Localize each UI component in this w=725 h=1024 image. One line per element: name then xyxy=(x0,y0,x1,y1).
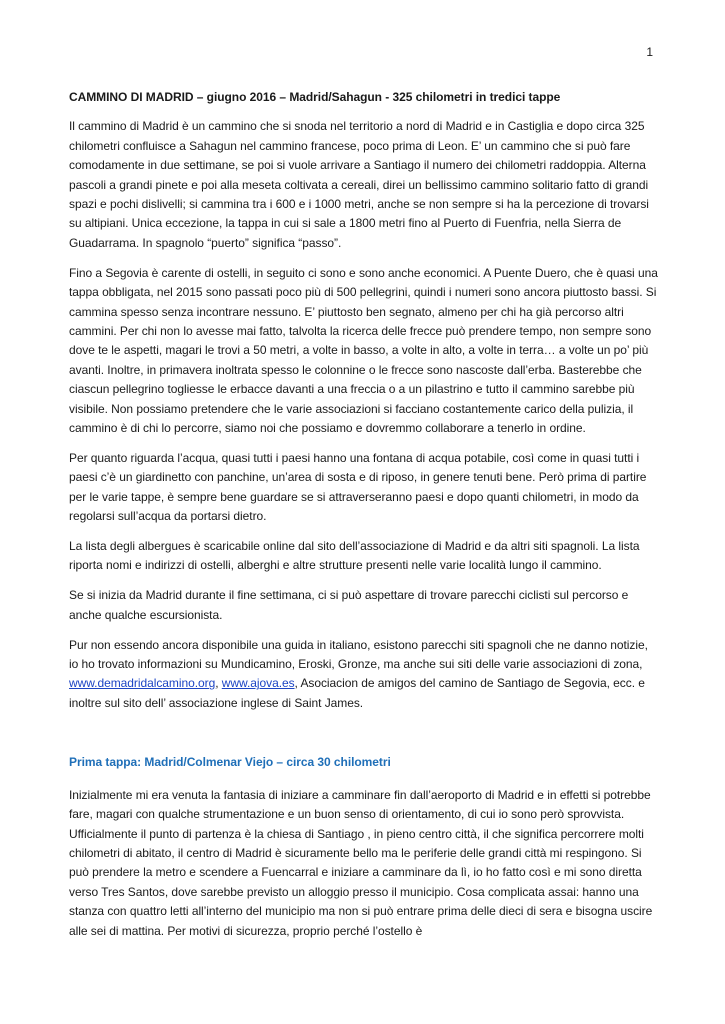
paragraph-siti-text-before: Pur non essendo ancora disponibile una guida in italiano, esistono parecchi siti spagnoli che ne danno notizie, io ho trovato informazioni su Mundicamino, Eroski, Gronze, ma anche sui siti delle varie associazioni di zona, xyxy=(69,637,648,672)
link-demadridalcamino[interactable]: www.demadridalcamino.org xyxy=(69,676,216,691)
paragraph-ciclisti: Se si inizia da Madrid durante il fine settimana, ci si può aspettare di trovare parecchi ciclisti sul percorso e anche qualche escursionista. xyxy=(69,588,629,622)
paragraph-siti xyxy=(69,636,659,714)
document-body xyxy=(69,88,659,951)
paragraph-prima-tappa: Inizialmente mi era venuta la fantasia di iniziare a camminare fin dall’aeroporto di Madrid e in effetti si potrebbe fare, magari con qualche strumentazione e un buon senso di orientamento, di cui io sono però sprovvista. Ufficialmente il punto di partenza è la chiesa di Santiago , in pieno centro città, il che significa percorrere molti chilometri di abitato, il centro di Madrid è sicuramente bello ma le periferie delle grandi città mi respingono. Si può prendere la metro e scendere a Fuencarral e iniziare a camminare da lì, io ho fatto così e mi sono diretta verso Tres Santos, dove sarebbe previsto un alloggio presso il municipio. Cosa complicata assai: hanno una stanza con quattro letti all’interno del municipio ma non si può entrare prima delle dieci di sera e bisogna uscire alle sei di mattina. Per motivi di sicurezza, proprio perché l’ostello è xyxy=(69,787,653,938)
paragraph-acqua: Per quanto riguarda l’acqua, quasi tutti i paesi hanno una fontana di acqua potabile, così come in quasi tutti i paesi c’è un giardinetto con panchine, un’area di sosta e di riposo, in genere tenuti bene. Però prima di partire per le varie tappe, è sempre bene guardare se si attraverseranno paesi e dopo quanti chilometri, in modo da regolarsi sull’acqua da portarsi dietro. xyxy=(69,450,647,524)
paragraph-intro: Il cammino di Madrid è un cammino che si snoda nel territorio a nord di Madrid e in Castiglia e dopo circa 325 chilometri confluisce a Sahagun nel cammino francese, poco prima di Leon. E’ un cammino che si può fare comodamente in due settimane, se poi si vuole arrivare a Santiago il numero dei chilometri raddoppia. Alterna pascoli a grandi pinete e poi alla meseta coltivata a cereali, direi un bellissimo cammino solitario fatto di grandi spazi e pochi dislivelli; si cammina tra i 600 e i 1000 metri, anche se non sempre si ha la percezione di trovarsi su altipiani. Unica eccezione, la tappa in cui si sale a 1800 metri fino al Puerto di Fuenfria, nella Sierra de Guadarrama. In spagnolo “puerto” significa “passo”. xyxy=(69,119,649,250)
section-heading-prima-tappa: Prima tappa: Madrid/Colmenar Viejo – circa 30 chilometri xyxy=(69,755,391,770)
document-title: CAMMINO DI MADRID – giugno 2016 – Madrid/Sahagun - 325 chilometri in tredici tappe xyxy=(69,90,561,104)
page-number: 1 xyxy=(646,45,653,59)
paragraph-albergues: La lista degli albergues è scaricabile online dal sito dell’associazione di Madrid e da altri siti spagnoli. La lista riporta nomi e indirizzi di ostelli, alberghi e altre strutture presenti nelle varie località lungo il cammino. xyxy=(69,539,640,573)
paragraph-segovia-ostelli: Fino a Segovia è carente di ostelli, in seguito ci sono e sono anche economici. A Puente Duero, che è quasi una tappa obbligata, nel 2015 sono passati poco più di 500 pellegrini, quindi i numeri sono ancora piuttosto bassi. Si cammina spesso senza incontrare nessuno. E’ piuttosto ben segnato, almeno per chi ha già percorso altri cammini. Per chi non lo avesse mai fatto, talvolta la ricerca delle frecce può prendere tempo, non sempre sono dove te le aspetti, magari le trovi a 50 metri, a volte in basso, a volte in alto, a volte in terra… a volte un po’ più avanti. Inoltre, in primavera inoltrata spesso le colonnine o le frecce sono nascoste dall’erba. Basterebbe che ciascun pellegrino togliesse le erbacce davanti a una freccia o a un pilastrino e tutto il cammino sarebbe più visibile. Non possiamo pretendere che le varie associazioni si facciano costantemente carico della pulizia, il cammino è di chi lo percorre, siamo noi che possiamo e dovremmo collaborare a tenerlo in ordine. xyxy=(69,265,658,435)
paragraph-siti-separator: , xyxy=(215,676,222,691)
link-ajova[interactable]: www.ajova.es xyxy=(221,676,295,691)
paragraph-siti-text-after: , Asociacion de amigos del camino de Santiago de Segovia, ecc. e inoltre sul sito dell’ associazione inglese di Saint James. xyxy=(69,676,645,710)
